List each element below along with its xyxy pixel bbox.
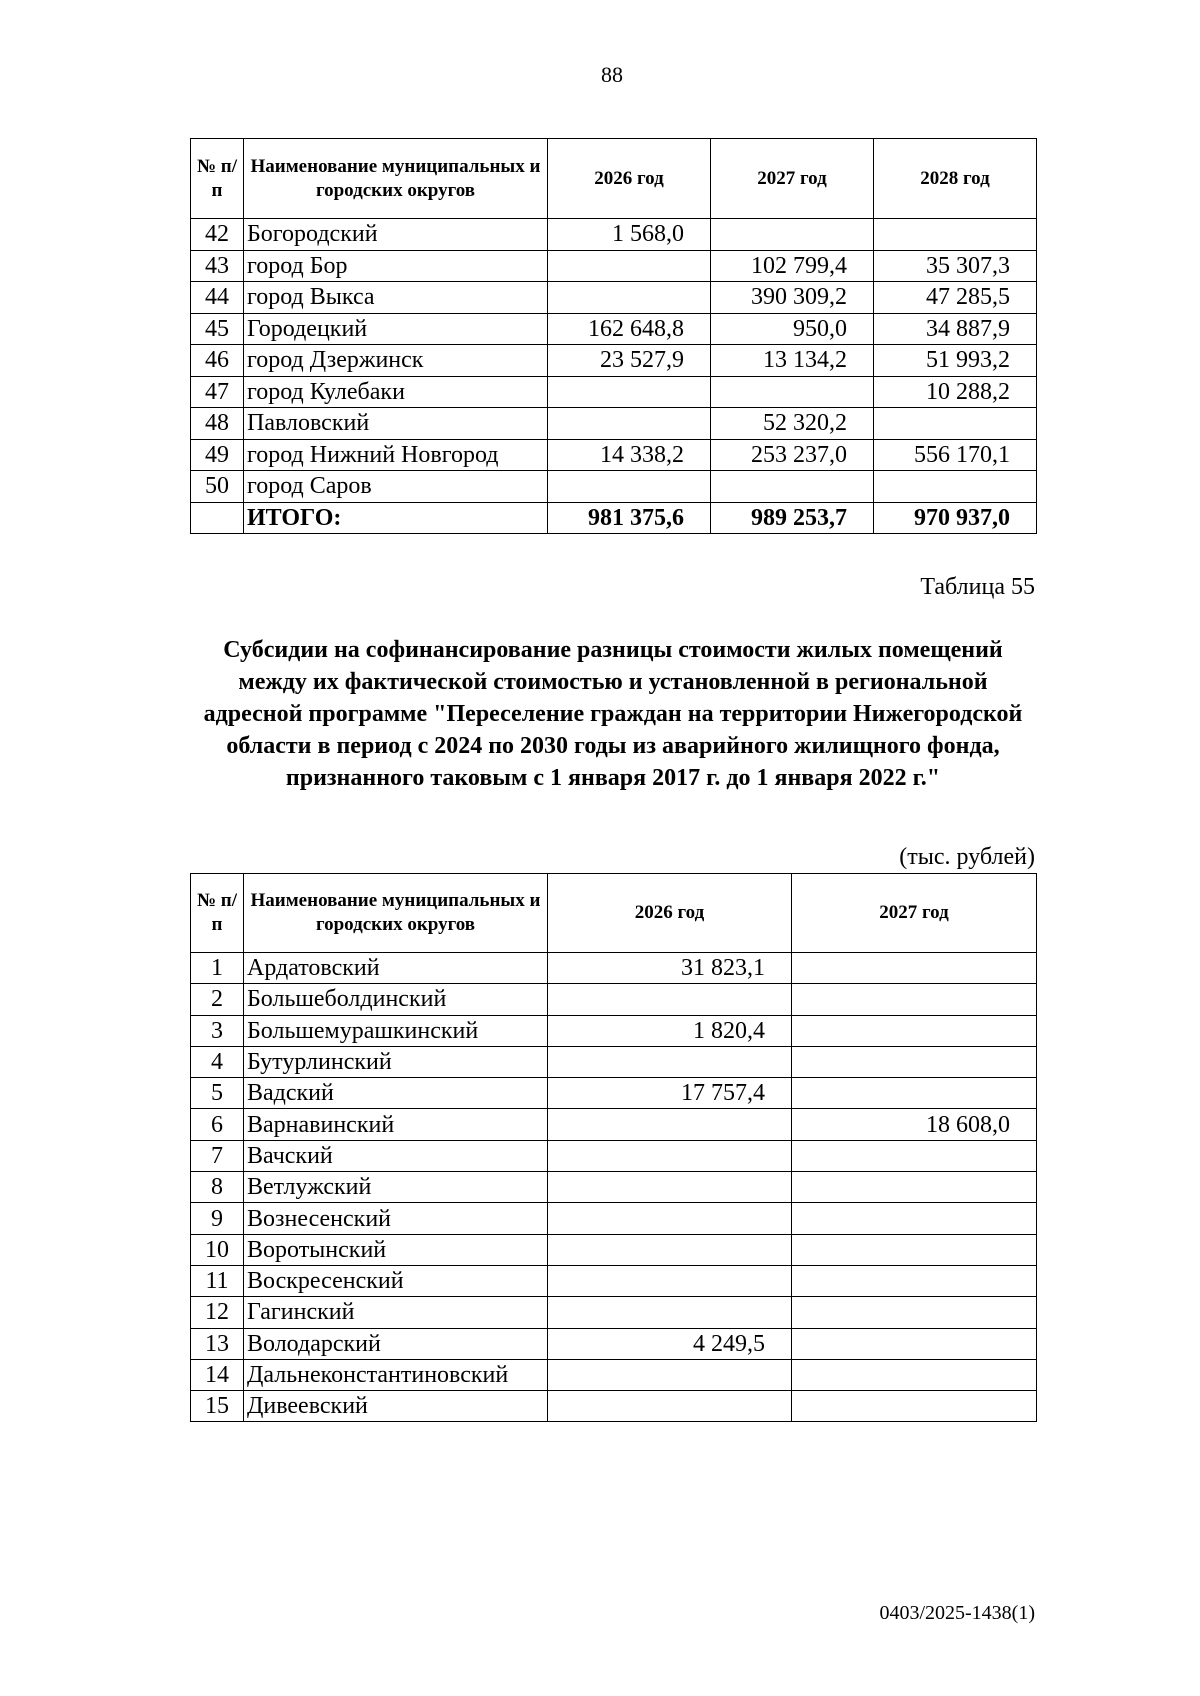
- municipality-name: город Бор: [244, 250, 548, 282]
- row-number: 7: [191, 1140, 244, 1171]
- amount-cell: [548, 1391, 792, 1422]
- table-row: [191, 345, 1037, 377]
- amount-cell: [548, 1359, 792, 1390]
- municipality-name: Вадский: [244, 1078, 548, 1109]
- amount-cell: 950,0: [711, 313, 874, 345]
- municipality-name: Ардатовский: [244, 953, 548, 984]
- table-row: [191, 1172, 1037, 1203]
- amount-cell: [874, 408, 1037, 440]
- table-title: Субсидии на софинансирование разницы стоимости жилых помещений между их фактической стоимостью и установленной в региональной адресной программе "Переселение граждан на территории Нижегородской области в период с 2024 по 2030 годы из аварийного жилищного фонда, признанного таковым с 1 января 2017 г. до 1 января 2022 г.": [203, 637, 1023, 791]
- table-row: [191, 1359, 1037, 1390]
- row-number: 13: [191, 1328, 244, 1359]
- amount-cell: [548, 984, 792, 1015]
- amount-cell: [548, 1140, 792, 1171]
- row-number: 45: [191, 313, 244, 345]
- municipality-name: Ветлужский: [244, 1172, 548, 1203]
- amount-cell: [548, 376, 711, 408]
- row-number: 3: [191, 1015, 244, 1046]
- amount-cell: 981 375,6: [548, 502, 711, 534]
- page-number: 88: [601, 62, 623, 87]
- header-year: 2027 год: [711, 139, 874, 219]
- amount-cell: [792, 1391, 1037, 1422]
- amount-cell: [792, 984, 1037, 1015]
- row-number: 42: [191, 219, 244, 251]
- header-year: 2028 год: [874, 139, 1037, 219]
- amount-cell: [711, 219, 874, 251]
- row-number: 47: [191, 376, 244, 408]
- municipality-name: город Саров: [244, 471, 548, 503]
- document-code: 0403/2025-1438(1): [879, 1602, 1035, 1624]
- municipality-name: Вознесенский: [244, 1203, 548, 1234]
- municipality-name: Вачский: [244, 1140, 548, 1171]
- units-label: (тыс. рублей): [899, 844, 1035, 870]
- amount-cell: [874, 471, 1037, 503]
- municipality-name: Воротынский: [244, 1234, 548, 1265]
- municipality-name: Богородский: [244, 219, 548, 251]
- table-row: [191, 1328, 1037, 1359]
- municipality-name: Павловский: [244, 408, 548, 440]
- amount-cell: 102 799,4: [711, 250, 874, 282]
- amount-cell: 14 338,2: [548, 439, 711, 471]
- table-row: [191, 1078, 1037, 1109]
- municipality-name: город Выкса: [244, 282, 548, 314]
- municipality-name: Большеболдинский: [244, 984, 548, 1015]
- row-number: [191, 502, 244, 534]
- municipality-name: Варнавинский: [244, 1109, 548, 1140]
- amount-cell: [792, 1078, 1037, 1109]
- table-row: [191, 408, 1037, 440]
- row-number: 6: [191, 1109, 244, 1140]
- amount-cell: [548, 1234, 792, 1265]
- amount-cell: [548, 1172, 792, 1203]
- table-header-row: [191, 874, 1037, 953]
- municipality-name: ИТОГО:: [244, 502, 548, 534]
- amount-cell: 31 823,1: [548, 953, 792, 984]
- amount-cell: 4 249,5: [548, 1328, 792, 1359]
- amount-cell: 10 288,2: [874, 376, 1037, 408]
- table-header-row: [191, 139, 1037, 219]
- amount-cell: 556 170,1: [874, 439, 1037, 471]
- amount-cell: [792, 1234, 1037, 1265]
- row-number: 14: [191, 1359, 244, 1390]
- row-number: 8: [191, 1172, 244, 1203]
- amount-cell: 1 568,0: [548, 219, 711, 251]
- table-row: [191, 282, 1037, 314]
- table-continued: [190, 138, 1037, 534]
- row-number: 48: [191, 408, 244, 440]
- row-number: 46: [191, 345, 244, 377]
- municipality-name: Городецкий: [244, 313, 548, 345]
- municipality-name: Дивеевский: [244, 1391, 548, 1422]
- table-row: [191, 439, 1037, 471]
- row-number: 12: [191, 1297, 244, 1328]
- header-name: Наименование муниципальных и городских округов: [244, 874, 548, 953]
- table-row: [191, 1265, 1037, 1296]
- row-number: 49: [191, 439, 244, 471]
- amount-cell: 51 993,2: [874, 345, 1037, 377]
- municipality-name: Дальнеконстантиновский: [244, 1359, 548, 1390]
- header-name: Наименование муниципальных и городских округов: [244, 139, 548, 219]
- amount-cell: [548, 1046, 792, 1077]
- table-row: [191, 1297, 1037, 1328]
- amount-cell: [711, 376, 874, 408]
- amount-cell: 970 937,0: [874, 502, 1037, 534]
- row-number: 2: [191, 984, 244, 1015]
- row-number: 1: [191, 953, 244, 984]
- municipality-name: город Дзержинск: [244, 345, 548, 377]
- municipality-name: Воскресенский: [244, 1265, 548, 1296]
- municipality-name: город Нижний Новгород: [244, 439, 548, 471]
- amount-cell: [711, 471, 874, 503]
- amount-cell: 1 820,4: [548, 1015, 792, 1046]
- row-number: 9: [191, 1203, 244, 1234]
- amount-cell: 390 309,2: [711, 282, 874, 314]
- header-year: 2026 год: [548, 139, 711, 219]
- header-year: 2026 год: [548, 874, 792, 953]
- table-row: [191, 219, 1037, 251]
- table-row: [191, 984, 1037, 1015]
- table-row: [191, 1140, 1037, 1171]
- row-number: 15: [191, 1391, 244, 1422]
- header-number: № п/п: [191, 139, 244, 219]
- amount-cell: [792, 1046, 1037, 1077]
- amount-cell: [548, 1265, 792, 1296]
- row-number: 50: [191, 471, 244, 503]
- header-year: 2027 год: [792, 874, 1037, 953]
- municipality-name: Бутурлинский: [244, 1046, 548, 1077]
- amount-cell: [792, 1015, 1037, 1046]
- municipality-name: Гагинский: [244, 1297, 548, 1328]
- amount-cell: 18 608,0: [792, 1109, 1037, 1140]
- table-number: Таблица 55: [920, 574, 1035, 600]
- amount-cell: [792, 1172, 1037, 1203]
- table-55: [190, 873, 1037, 1422]
- amount-cell: 35 307,3: [874, 250, 1037, 282]
- amount-cell: 13 134,2: [711, 345, 874, 377]
- amount-cell: [792, 1203, 1037, 1234]
- amount-cell: 989 253,7: [711, 502, 874, 534]
- row-number: 4: [191, 1046, 244, 1077]
- table-row: [191, 1234, 1037, 1265]
- table-row: [191, 376, 1037, 408]
- amount-cell: [792, 1265, 1037, 1296]
- header-number: № п/п: [191, 874, 244, 953]
- amount-cell: [548, 282, 711, 314]
- amount-cell: [548, 1203, 792, 1234]
- table-row: [191, 953, 1037, 984]
- table-row: [191, 1046, 1037, 1077]
- table-row: [191, 1203, 1037, 1234]
- amount-cell: [548, 1109, 792, 1140]
- amount-cell: 253 237,0: [711, 439, 874, 471]
- amount-cell: 162 648,8: [548, 313, 711, 345]
- amount-cell: 17 757,4: [548, 1078, 792, 1109]
- row-number: 43: [191, 250, 244, 282]
- table-row: [191, 250, 1037, 282]
- table-row: [191, 1391, 1037, 1422]
- row-number: 5: [191, 1078, 244, 1109]
- amount-cell: 34 887,9: [874, 313, 1037, 345]
- table-row: [191, 471, 1037, 503]
- amount-cell: [548, 1297, 792, 1328]
- amount-cell: [792, 1140, 1037, 1171]
- amount-cell: [792, 953, 1037, 984]
- municipality-name: Володарский: [244, 1328, 548, 1359]
- amount-cell: 47 285,5: [874, 282, 1037, 314]
- total-row: [191, 502, 1037, 534]
- row-number: 10: [191, 1234, 244, 1265]
- amount-cell: 52 320,2: [711, 408, 874, 440]
- row-number: 11: [191, 1265, 244, 1296]
- amount-cell: [792, 1297, 1037, 1328]
- table-row: [191, 1015, 1037, 1046]
- amount-cell: [874, 219, 1037, 251]
- municipality-name: Большемурашкинский: [244, 1015, 548, 1046]
- table-row: [191, 1109, 1037, 1140]
- row-number: 44: [191, 282, 244, 314]
- table-row: [191, 313, 1037, 345]
- municipality-name: город Кулебаки: [244, 376, 548, 408]
- amount-cell: [792, 1359, 1037, 1390]
- amount-cell: [548, 408, 711, 440]
- amount-cell: [792, 1328, 1037, 1359]
- amount-cell: [548, 250, 711, 282]
- amount-cell: [548, 471, 711, 503]
- amount-cell: 23 527,9: [548, 345, 711, 377]
